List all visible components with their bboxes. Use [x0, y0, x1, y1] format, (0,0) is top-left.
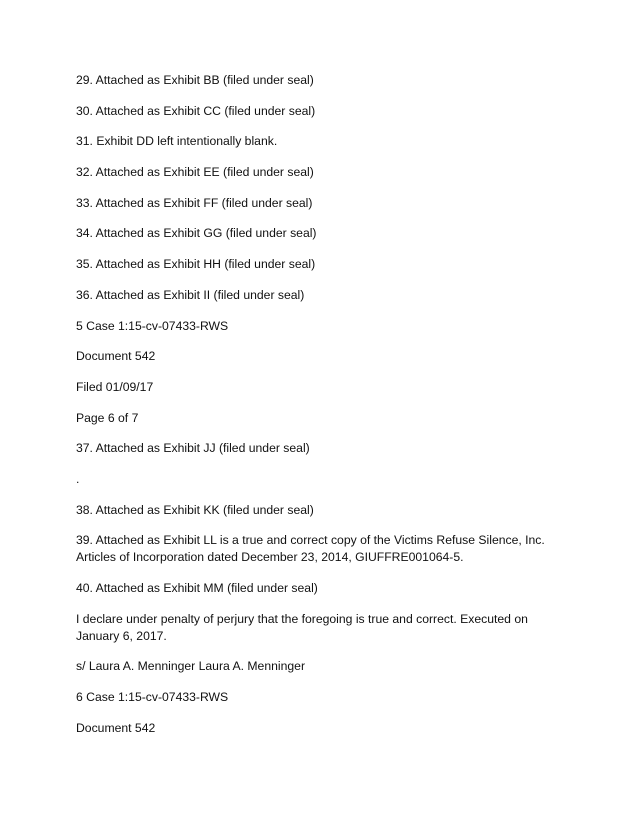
- perjury-declaration: I declare under penalty of perjury that the foregoing is true and correct. Executed on January 6, 2017.: [76, 611, 532, 643]
- stray-period: .: [76, 471, 80, 486]
- exhibit-34: 34. Attached as Exhibit GG (filed under seal): [76, 226, 317, 241]
- case-header-line: 6 Case 1:15-cv-07433-RWS: [76, 690, 229, 705]
- exhibit-33: 33. Attached as Exhibit FF (filed under seal): [76, 195, 313, 210]
- signature-line: s/ Laura A. Menninger Laura A. Menninger: [76, 659, 305, 674]
- exhibit-35: 35. Attached as Exhibit HH (filed under seal): [76, 257, 316, 272]
- exhibit-36: 36. Attached as Exhibit II (filed under seal): [76, 287, 305, 302]
- document-body: [76, 72, 566, 750]
- exhibit-31: 31. Exhibit DD left intentionally blank.: [76, 134, 278, 149]
- case-header-line: 5 Case 1:15-cv-07433-RWS: [76, 318, 229, 333]
- exhibit-29: 29. Attached as Exhibit BB (filed under seal): [76, 73, 314, 87]
- exhibit-39: 39. Attached as Exhibit LL is a true and correct copy of the Victims Refuse Silence, Inc. Articles of Incorporation dated December 23, 2014, GIUFFRE001064-5.: [76, 533, 548, 565]
- exhibit-40: 40. Attached as Exhibit MM (filed under seal): [76, 581, 318, 595]
- exhibit-37: 37. Attached as Exhibit JJ (filed under seal): [76, 441, 310, 456]
- page-number: Page 6 of 7: [76, 410, 139, 425]
- exhibit-30: 30. Attached as Exhibit CC (filed under seal): [76, 103, 316, 118]
- document-number: Document 542: [76, 349, 156, 364]
- exhibit-38: 38. Attached as Exhibit KK (filed under seal): [76, 502, 314, 517]
- document-number: Document 542: [76, 720, 156, 735]
- exhibit-32: 32. Attached as Exhibit EE (filed under seal): [76, 165, 314, 180]
- filed-date: Filed 01/09/17: [76, 379, 154, 394]
